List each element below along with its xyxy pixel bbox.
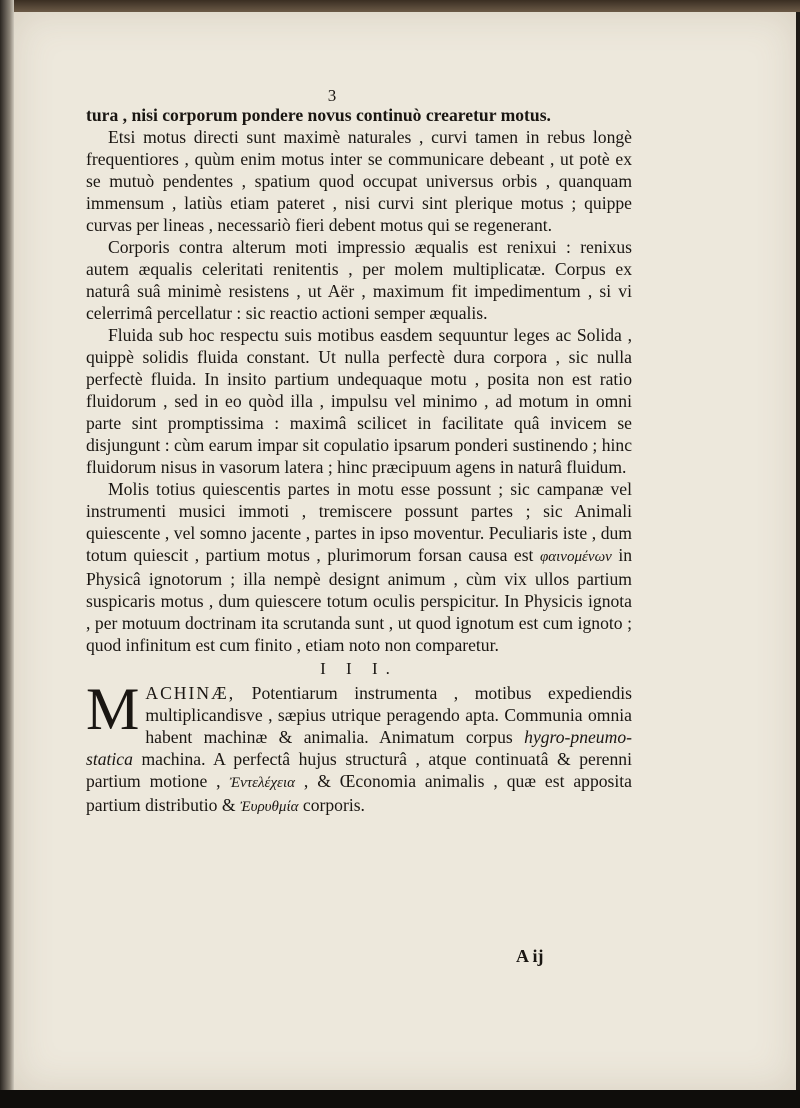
- section-text-2: machina. A perfectâ hujus structurâ , atque continuatâ & perenni partium motione ,: [86, 749, 632, 791]
- section-heading: I I I.: [320, 659, 398, 678]
- paragraph-2: Corporis contra alterum moti impressio æqualis est renixui : renixus autem æqualis celeritati renitentis , per molem multiplicatæ. Corpus ex naturâ suâ minimè resistens , ut Aër , maximum fit impedimentum , si vi celerrimâ percellatur : sic reactio actioni semper æqualis.: [86, 237, 632, 323]
- greek-word-phainomenon: φαινομένων: [539, 549, 612, 565]
- book-spine-edge: [0, 0, 14, 1108]
- paragraph-1: Etsi motus directi sunt maximè naturales , curvi tamen in rebus longè frequentiores , quùm enim motus inter se communicare debeant , ut potè ex se mutuò pendentes , spatium quod occupat universus orbis , quanquam immensum , latiùs etiam pateret , nisi curvi sint plerique motus ; quippe curvas per lineas , necessariò fieri debent motus qui se regenerant.: [86, 127, 632, 235]
- text-block: [86, 104, 632, 818]
- section-paragraph: [86, 676, 632, 818]
- book-bottom-edge: [0, 1090, 800, 1108]
- paragraph-3: Fluida sub hoc respectu suis motibus easdem sequuntur leges ac Solida , quippè solidis fluida constant. Ut nulla perfectè dura corpora , sic nulla perfectè fluida. In insito partium undequaque motu , posita non est ratio fluidorum , sed in eo quòd illa , impulsu vel minimo , ad motum in omni parte sint promptissima : maximâ scilicet in facilitate quâ invicem se disjungunt : cùm earum impar sit copulatio ipsarum ponderi sustinendo ; hinc fluidorum nisus in vasorum latera ; hinc præcipuum agens in naturâ fluidum.: [86, 325, 632, 477]
- page-number: 3: [327, 86, 337, 105]
- catchword-signature: A ij: [516, 946, 544, 966]
- paragraph-4-part-a: Molis totius quiescentis partes in motu esse possunt ; sic campanæ vel instrumenti musici immoti , tremiscere possunt partes ; sic Animali quiescente , vel somno jacente , partes in ipso moventur. Peculiaris iste , dum totum quiescit , partium motus , plurimorum forsan causa est: [86, 479, 632, 565]
- paragraph-4-part-b: in Physicâ ignotorum ; illa nempè designt animum , cùm vix ullos partium suspicaris motus , dum quiescere totum oculis perspicitur. In Physicis ignota , per motuum doctrinam ita scrutanda sunt , ut quod ignotum est cum ignoto ; quod infinitum est cum finito , etiam noto non comparetur.: [86, 545, 633, 655]
- drop-capital: M: [86, 676, 140, 742]
- paragraph-continuation: tura , nisi corporum pondere novus continuò crearetur motus.: [86, 105, 551, 125]
- greek-word-entelecheia: Ἐντελέχεια: [229, 775, 296, 791]
- italic-term: hygro-pneumo-statica: [86, 727, 632, 769]
- section-text-3: , & Œconomia animalis , quæ est apposita partium distributio &: [86, 771, 632, 815]
- section-text-1: Potentiarum instrumenta , motibus expediendis multiplicandisve , sæpius utrique peragendo apta. Communia omnia habent machinæ & animalia. Animatum corpus: [145, 683, 632, 747]
- section-text-4: corporis.: [302, 795, 365, 815]
- section-lead-word: ACHINÆ,: [145, 683, 236, 703]
- paragraph-4: [86, 478, 632, 656]
- greek-word-eurythmia: Ἐυρυθμία: [239, 799, 299, 815]
- book-top-edge: [0, 0, 800, 12]
